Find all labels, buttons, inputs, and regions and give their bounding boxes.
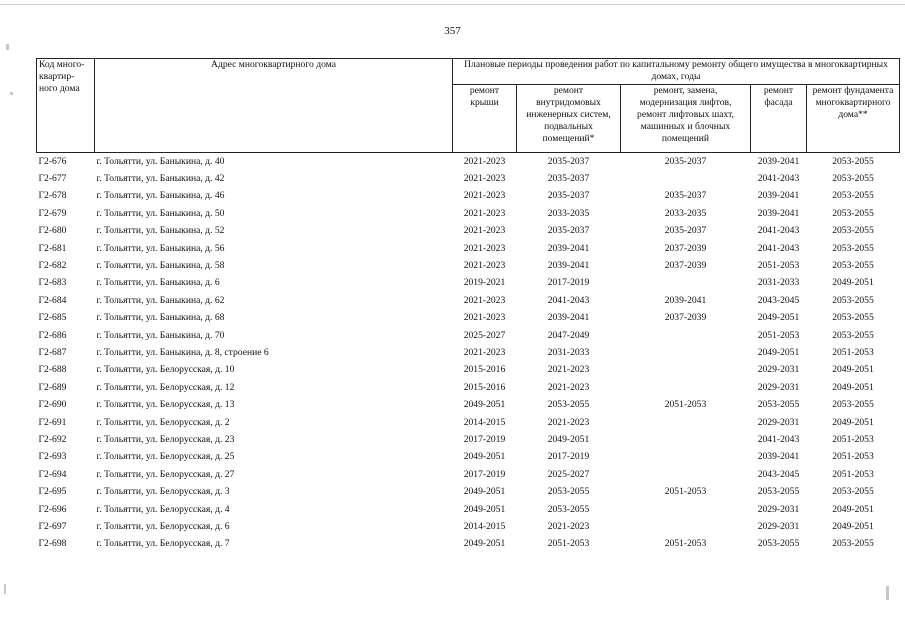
row-roof: 2019-2021 [463,277,506,289]
row-facade: 2029-2031 [757,520,800,532]
row-systems: 2017-2019 [547,451,590,463]
row-facade: 2051-2053 [757,260,800,272]
row-systems: 2021-2023 [547,364,590,376]
row-lifts: 2035-2037 [664,190,707,202]
row-code: Г2-681 [38,242,67,254]
row-code: Г2-684 [38,294,67,306]
row-code: Г2-689 [38,381,67,393]
row-facade: 2049-2051 [757,312,800,324]
row-address: г. Тольятти, ул. Белорусская, д. 4 [96,503,230,515]
row-lifts: 2033-2035 [664,207,707,219]
row-lifts: 2037-2039 [664,242,707,254]
row-address: г. Тольятти, ул. Баныкина, д. 42 [96,173,225,185]
row-address: г. Тольятти, ул. Баныкина, д. 56 [96,242,225,254]
row-systems: 2033-2035 [547,207,590,219]
row-facade: 2043-2045 [757,294,800,306]
table-body [37,153,900,553]
header-foundation [807,85,900,153]
row-address: г. Тольятти, ул. Белорусская, д. 27 [96,468,235,480]
row-code: Г2-692 [38,433,67,445]
row-lifts [621,466,751,483]
header-systems [517,85,621,153]
row-foundation: 2053-2055 [832,260,874,272]
capital-repair-table [36,58,900,553]
row-address: г. Тольятти, ул. Белорусская, д. 23 [96,433,235,445]
row-foundation: 2053-2055 [832,329,874,341]
row-foundation: 2053-2055 [832,294,874,306]
row-systems: 2053-2055 [547,486,590,498]
row-roof: 2017-2019 [463,433,506,445]
table-row [37,344,900,361]
row-systems: 2035-2037 [547,173,590,185]
row-foundation: 2049-2051 [832,364,874,376]
row-code: Г2-678 [38,190,67,202]
table-row [37,414,900,431]
table-row [37,431,900,448]
table-row [37,379,900,396]
row-lifts [621,414,751,431]
row-foundation: 2053-2055 [832,538,874,550]
row-roof: 2014-2015 [463,416,506,428]
row-lifts [621,170,751,187]
scan-mark [4,584,6,594]
row-address: г. Тольятти, ул. Белорусская, д. 12 [96,381,235,393]
row-systems: 2041-2043 [547,294,590,306]
header-code [37,59,95,153]
row-roof: 2049-2051 [463,451,506,463]
row-roof: 2049-2051 [463,538,506,550]
row-systems: 2025-2027 [547,468,590,480]
row-foundation: 2049-2051 [832,277,874,289]
row-address: г. Тольятти, ул. Белорусская, д. 7 [96,538,230,550]
table-row [37,223,900,240]
header-address [95,59,453,153]
row-roof: 2021-2023 [463,346,506,358]
row-roof: 2049-2051 [463,486,506,498]
row-systems: 2035-2037 [547,190,590,202]
table-row [37,170,900,187]
row-address: г. Тольятти, ул. Белорусская, д. 25 [96,451,235,463]
row-systems: 2021-2023 [547,381,590,393]
row-facade: 2053-2055 [757,399,800,411]
row-foundation: 2053-2055 [832,312,874,324]
row-foundation: 2051-2053 [832,468,874,480]
row-roof: 2021-2023 [463,155,506,167]
row-code: Г2-679 [38,207,67,219]
row-lifts [621,327,751,344]
table-row [37,257,900,274]
row-roof: 2049-2051 [463,399,506,411]
row-code: Г2-682 [38,260,67,272]
row-facade: 2039-2041 [757,190,800,202]
row-foundation: 2053-2055 [832,207,874,219]
row-systems: 2031-2033 [547,346,590,358]
row-facade: 2053-2055 [757,486,800,498]
table-row [37,362,900,379]
row-facade: 2029-2031 [757,416,800,428]
row-roof: 2021-2023 [463,190,506,202]
row-lifts [621,344,751,361]
row-lifts [621,501,751,518]
table-row [37,449,900,466]
row-facade: 2049-2051 [757,346,800,358]
table-row [37,327,900,344]
row-roof: 2015-2016 [463,364,506,376]
row-code: Г2-677 [38,173,67,185]
row-roof: 2014-2015 [463,520,506,532]
row-code: Г2-688 [38,364,67,376]
row-code: Г2-691 [38,416,67,428]
row-code: Г2-687 [38,346,67,358]
row-foundation: 2049-2051 [832,503,874,515]
header-lifts-text: ремонт, замена, модернизация лифтов, ремонт лифтовых шахт, машинных и блочных помещений [637,85,734,144]
row-systems: 2017-2019 [547,277,590,289]
row-address: г. Тольятти, ул. Белорусская, д. 13 [96,399,235,411]
row-address: г. Тольятти, ул. Баныкина, д. 52 [96,225,225,237]
table-row [37,275,900,292]
row-systems: 2053-2055 [547,503,590,515]
row-code: Г2-685 [38,312,67,324]
row-roof: 2021-2023 [463,312,506,324]
row-foundation: 2049-2051 [832,416,874,428]
table-row [37,310,900,327]
row-foundation: 2053-2055 [832,242,874,254]
header-roof-text: ремонт крыши [469,85,500,108]
table-row [37,396,900,413]
row-address: г. Тольятти, ул. Белорусская, д. 10 [96,364,235,376]
row-roof: 2015-2016 [463,381,506,393]
header-facade [751,85,807,153]
row-systems: 2039-2041 [547,312,590,324]
row-roof: 2021-2023 [463,260,506,272]
row-lifts: 2037-2039 [664,312,707,324]
row-systems: 2039-2041 [547,260,590,272]
row-systems: 2021-2023 [547,520,590,532]
row-facade: 2039-2041 [757,451,800,463]
table-row [37,240,900,257]
scan-mark [6,44,9,50]
row-facade: 2041-2043 [757,173,800,185]
row-roof: 2025-2027 [463,329,506,341]
row-foundation: 2053-2055 [832,173,874,185]
row-address: г. Тольятти, ул. Белорусская, д. 3 [96,486,230,498]
row-address: г. Тольятти, ул. Баныкина, д. 68 [96,312,225,324]
row-facade: 2053-2055 [757,538,800,550]
row-roof: 2021-2023 [463,225,506,237]
row-lifts: 2051-2053 [664,486,707,498]
row-foundation: 2049-2051 [832,520,874,532]
row-facade: 2031-2033 [757,277,800,289]
row-systems: 2021-2023 [547,416,590,428]
row-lifts [621,379,751,396]
row-code: Г2-693 [38,451,67,463]
header-periods [453,59,900,85]
row-foundation: 2053-2055 [832,486,874,498]
row-foundation: 2051-2053 [832,451,874,463]
row-systems: 2035-2037 [547,155,590,167]
table-row [37,188,900,205]
row-systems: 2047-2049 [547,329,590,341]
row-code: Г2-683 [38,277,67,289]
header-address-text: Адрес многоквартирного дома [211,59,336,70]
row-address: г. Тольятти, ул. Баныкина, д. 6 [96,277,220,289]
row-lifts: 2039-2041 [664,294,707,306]
row-facade: 2043-2045 [757,468,800,480]
row-code: Г2-676 [38,155,67,167]
row-foundation: 2049-2051 [832,381,874,393]
table-row [37,466,900,483]
table-row [37,483,900,500]
row-roof: 2021-2023 [463,173,506,185]
row-lifts [621,449,751,466]
row-roof: 2021-2023 [463,207,506,219]
row-roof: 2017-2019 [463,468,506,480]
row-systems: 2035-2037 [547,225,590,237]
row-systems: 2049-2051 [547,433,590,445]
page-number: 357 [444,25,461,37]
row-systems: 2053-2055 [547,399,590,411]
row-lifts: 2035-2037 [664,225,707,237]
table-row [37,501,900,518]
row-facade: 2029-2031 [757,364,800,376]
row-address: г. Тольятти, ул. Белорусская, д. 6 [96,520,230,532]
row-facade: 2051-2053 [757,329,800,341]
row-lifts [621,518,751,535]
row-facade: 2041-2043 [757,433,800,445]
row-code: Г2-694 [38,468,67,480]
row-facade: 2039-2041 [757,207,800,219]
row-roof: 2021-2023 [463,242,506,254]
row-foundation: 2053-2055 [832,399,874,411]
row-foundation: 2051-2053 [832,346,874,358]
row-lifts: 2051-2053 [664,399,707,411]
row-address: г. Тольятти, ул. Баныкина, д. 40 [96,155,225,167]
row-address: г. Тольятти, ул. Баныкина, д. 62 [96,294,225,306]
row-facade: 2041-2043 [757,225,800,237]
header-lifts [621,85,751,153]
top-rule [0,4,905,5]
row-foundation: 2051-2053 [832,433,874,445]
row-code: Г2-698 [38,538,67,550]
row-lifts: 2035-2037 [664,155,707,167]
row-code: Г2-680 [38,225,67,237]
row-address: г. Тольятти, ул. Белорусская, д. 2 [96,416,230,428]
row-code: Г2-690 [38,399,67,411]
row-lifts [621,275,751,292]
row-lifts: 2037-2039 [664,260,707,272]
row-lifts [621,431,751,448]
row-roof: 2049-2051 [463,503,506,515]
row-address: г. Тольятти, ул. Баныкина, д. 8, строение 6 [96,346,269,358]
table-row [37,292,900,309]
row-foundation: 2053-2055 [832,155,874,167]
table-row [37,518,900,535]
row-address: г. Тольятти, ул. Баныкина, д. 58 [96,260,225,272]
header-roof [453,85,517,153]
row-lifts [621,362,751,379]
row-lifts: 2051-2053 [664,538,707,550]
header-code-text: Код много- квартир- ного дома [39,59,85,94]
row-address: г. Тольятти, ул. Баныкина, д. 50 [96,207,225,219]
row-systems: 2051-2053 [547,538,590,550]
row-roof: 2021-2023 [463,294,506,306]
scan-mark [10,92,13,95]
header-foundation-text: ремонт фундамента многоквартирного дома** [812,85,894,120]
table-row [37,153,900,171]
row-code: Г2-697 [38,520,67,532]
row-address: г. Тольятти, ул. Баныкина, д. 46 [96,190,225,202]
row-facade: 2029-2031 [757,503,800,515]
row-code: Г2-695 [38,486,67,498]
row-facade: 2029-2031 [757,381,800,393]
row-systems: 2039-2041 [547,242,590,254]
row-foundation: 2053-2055 [832,190,874,202]
row-facade: 2039-2041 [757,155,800,167]
row-facade: 2041-2043 [757,242,800,254]
header-facade-text: ремонт фасада [763,85,794,108]
row-foundation: 2053-2055 [832,225,874,237]
table-row [37,205,900,222]
table-row [37,536,900,553]
row-address: г. Тольятти, ул. Баныкина, д. 70 [96,329,225,341]
row-code: Г2-686 [38,329,67,341]
scan-mark [886,586,889,600]
header-periods-text: Плановые периоды проведения работ по капитальному ремонту общего имущества в многоквартирных домах, годы [464,59,888,82]
header-systems-text: ремонт внутридомовых инженерных систем, подвальных помещений* [526,85,611,144]
row-code: Г2-696 [38,503,67,515]
